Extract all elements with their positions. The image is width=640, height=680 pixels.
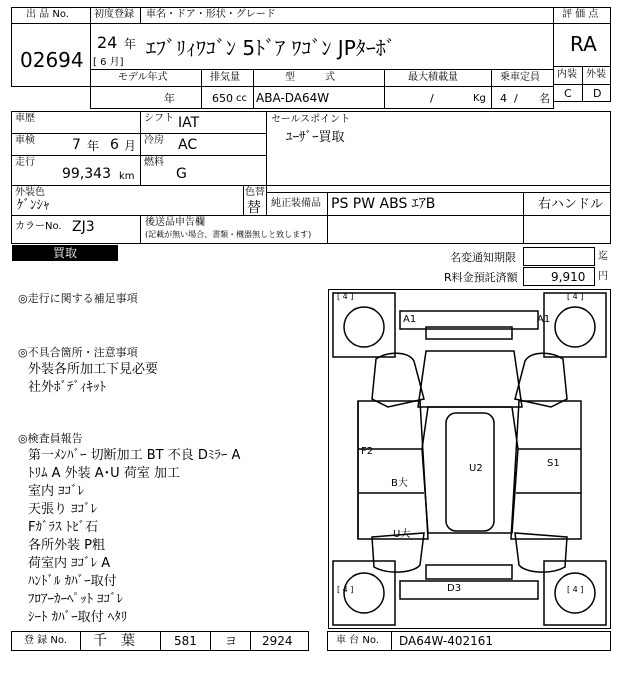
inspection-month: 6 <box>110 137 119 153</box>
color-number-label: カラーNo. <box>15 221 62 232</box>
shift-label: シフト <box>144 113 174 124</box>
interior-grade: C <box>564 87 572 100</box>
damage-diagram <box>328 289 611 629</box>
ac-label: 冷房 <box>144 135 164 146</box>
color-value: ｹﾞﾝｼｬ <box>17 198 50 213</box>
inspector-line-3: 室内 ﾖｺﾞﾚ <box>28 484 85 499</box>
mark-u-dai: U大 <box>393 529 411 540</box>
tire-rear-left-corner: [ 4 ] <box>337 585 354 594</box>
mark-s1: S1 <box>547 458 560 469</box>
chassis-number: DA64W-402161 <box>399 634 494 648</box>
interior-grade-label: 内装 <box>557 69 577 80</box>
inspector-header: ◎検査員報告 <box>18 432 83 445</box>
max-load-separator: / <box>430 92 434 105</box>
tire-front-left-corner: [ 4 ] <box>337 292 354 301</box>
mark-a1-left: A1 <box>403 314 417 325</box>
registration-class: 581 <box>174 634 197 648</box>
max-load-label: 最大積載量 <box>408 72 458 83</box>
defects-header: ◎不具合箇所・注意事項 <box>18 346 138 359</box>
mileage-label: 走行 <box>15 157 35 168</box>
color-change-label: 色替 <box>245 187 265 198</box>
inspector-line-1: 第一ﾒﾝﾊﾞｰ 切断加工 BT 不良 Dﾐﾗｰ A <box>28 448 241 463</box>
displacement-value: 650 <box>212 92 233 105</box>
handle-position: 右ハンドル <box>538 197 604 212</box>
driving-notes-header: ◎走行に関する補足事項 <box>18 292 138 305</box>
registration-year-unit: 年 <box>124 37 137 51</box>
inspection-year-unit: 年 <box>87 139 100 153</box>
inspector-line-8: ﾊﾝﾄﾞﾙ ｶﾊﾞｰ取付 <box>28 574 117 589</box>
first-registration-label: 初度登録 <box>94 9 134 20</box>
inspector-line-6: 各所外装 P粗 <box>28 538 105 553</box>
tire-rear-right-corner: [ 4 ] <box>567 585 584 594</box>
mark-a1-right: A1 <box>537 314 551 325</box>
score-label: 評 価 点 <box>562 9 599 20</box>
model-year-unit: 年 <box>164 92 175 105</box>
inspection-month-unit: 月 <box>124 139 137 153</box>
aftermarket-note: (記載が無い場合、書類・機器無しと致します) <box>145 230 312 239</box>
ac-value: AC <box>178 137 198 153</box>
aftermarket-label: 後送品申告欄 <box>145 217 205 228</box>
inspector-line-2: ﾄﾘﾑ A 外装 A･U 荷室 加工 <box>28 466 180 481</box>
registration-month: [ 6 月] <box>93 57 124 68</box>
inspector-line-7: 荷室内 ﾖｺﾞﾚ A <box>28 556 111 571</box>
shift-value: IAT <box>178 115 200 131</box>
model-year-label: モデル年式 <box>118 72 168 83</box>
fuel-value: G <box>176 166 187 182</box>
equipment-label: 純正装備品 <box>271 198 321 209</box>
inspection-year: 7 <box>72 137 81 153</box>
displacement-unit: cc <box>236 93 247 104</box>
history-label: 車歴 <box>15 113 35 124</box>
registration-area: 千 葉 <box>93 633 135 649</box>
exterior-grade: D <box>593 87 602 100</box>
inspector-line-4: 天張り ﾖｺﾞﾚ <box>28 502 98 517</box>
recycle-fee-unit: 円 <box>598 271 608 282</box>
details-left-box <box>11 111 267 186</box>
model-type: ABA-DA64W <box>256 91 330 105</box>
mileage-unit: km <box>119 171 135 182</box>
mark-u2: U2 <box>469 463 483 474</box>
registration-year: 24 <box>97 33 118 52</box>
exterior-grade-label: 外装 <box>586 69 606 80</box>
registration-number: 2924 <box>262 634 293 648</box>
max-load-unit: Kg <box>473 93 486 104</box>
chassis-number-label: 車 台 No. <box>336 635 379 646</box>
notice-deadline-unit: 迄 <box>598 251 608 262</box>
registration-number-label: 登 録 No. <box>24 635 67 646</box>
vehicle-name: ｴﾌﾞﾘｨﾜｺﾞﾝ 5ﾄﾞｱ ﾜｺﾞﾝ JPﾀｰﾎﾞ <box>146 36 396 60</box>
inspector-line-9: ﾌﾛｱｰｶｰﾍﾟｯﾄ ﾖｺﾞﾚ <box>28 592 124 607</box>
mark-f2: F2 <box>361 446 374 457</box>
displacement-label: 排気量 <box>210 72 240 83</box>
mark-d3: D3 <box>447 583 462 594</box>
inspector-line-10: ｼｰﾄ ｶﾊﾞｰ取付 ﾍﾀﾘ <box>28 610 128 625</box>
capacity-separator: / <box>514 92 518 105</box>
notice-deadline-box <box>523 247 595 266</box>
notice-deadline-label: 名変通知期限 <box>450 251 516 264</box>
lot-number-label: 出 品 No. <box>26 9 69 20</box>
inspection-label: 車検 <box>15 135 35 146</box>
sales-point: ﾕｰｻﾞｰ買取 <box>286 130 345 145</box>
capacity-label: 乗車定員 <box>500 72 540 83</box>
inspector-line-5: Fｶﾞﾗｽ ﾄﾋﾞ石 <box>28 520 99 535</box>
mark-b-dai: B大 <box>391 478 408 489</box>
defect-line-2: 社外ﾎﾞﾃﾞｨｷｯﾄ <box>28 380 107 395</box>
vehicle-name-label: 車名・ドア・形状・グレード <box>146 9 276 20</box>
color-number: ZJ3 <box>72 219 95 235</box>
fuel-label: 燃料 <box>144 157 164 168</box>
recycle-fee-label: R料金預託済額 <box>444 271 518 284</box>
sales-point-label: セールスポイント <box>271 114 351 125</box>
color-label: 外装色 <box>15 187 45 198</box>
lot-number: 02694 <box>20 48 84 72</box>
tire-front-right-corner: [ 4 ] <box>567 292 584 301</box>
registration-kana: ヨ <box>225 634 238 648</box>
model-type-label: 型 式 <box>285 72 335 83</box>
recycle-fee-amount: 9,910 <box>551 270 586 284</box>
equipment-value: PS PW ABS ｴｱB <box>331 196 436 212</box>
defect-line-1: 外装各所加工下見必要 <box>28 362 159 377</box>
capacity-unit: 名 <box>539 92 550 105</box>
score-value: RA <box>570 32 597 56</box>
capacity-value: 4 <box>500 92 507 105</box>
mileage-value: 99,343 <box>62 166 111 182</box>
purchase-badge-label: 買取 <box>53 246 78 260</box>
color-change-value: 替 <box>247 200 261 216</box>
